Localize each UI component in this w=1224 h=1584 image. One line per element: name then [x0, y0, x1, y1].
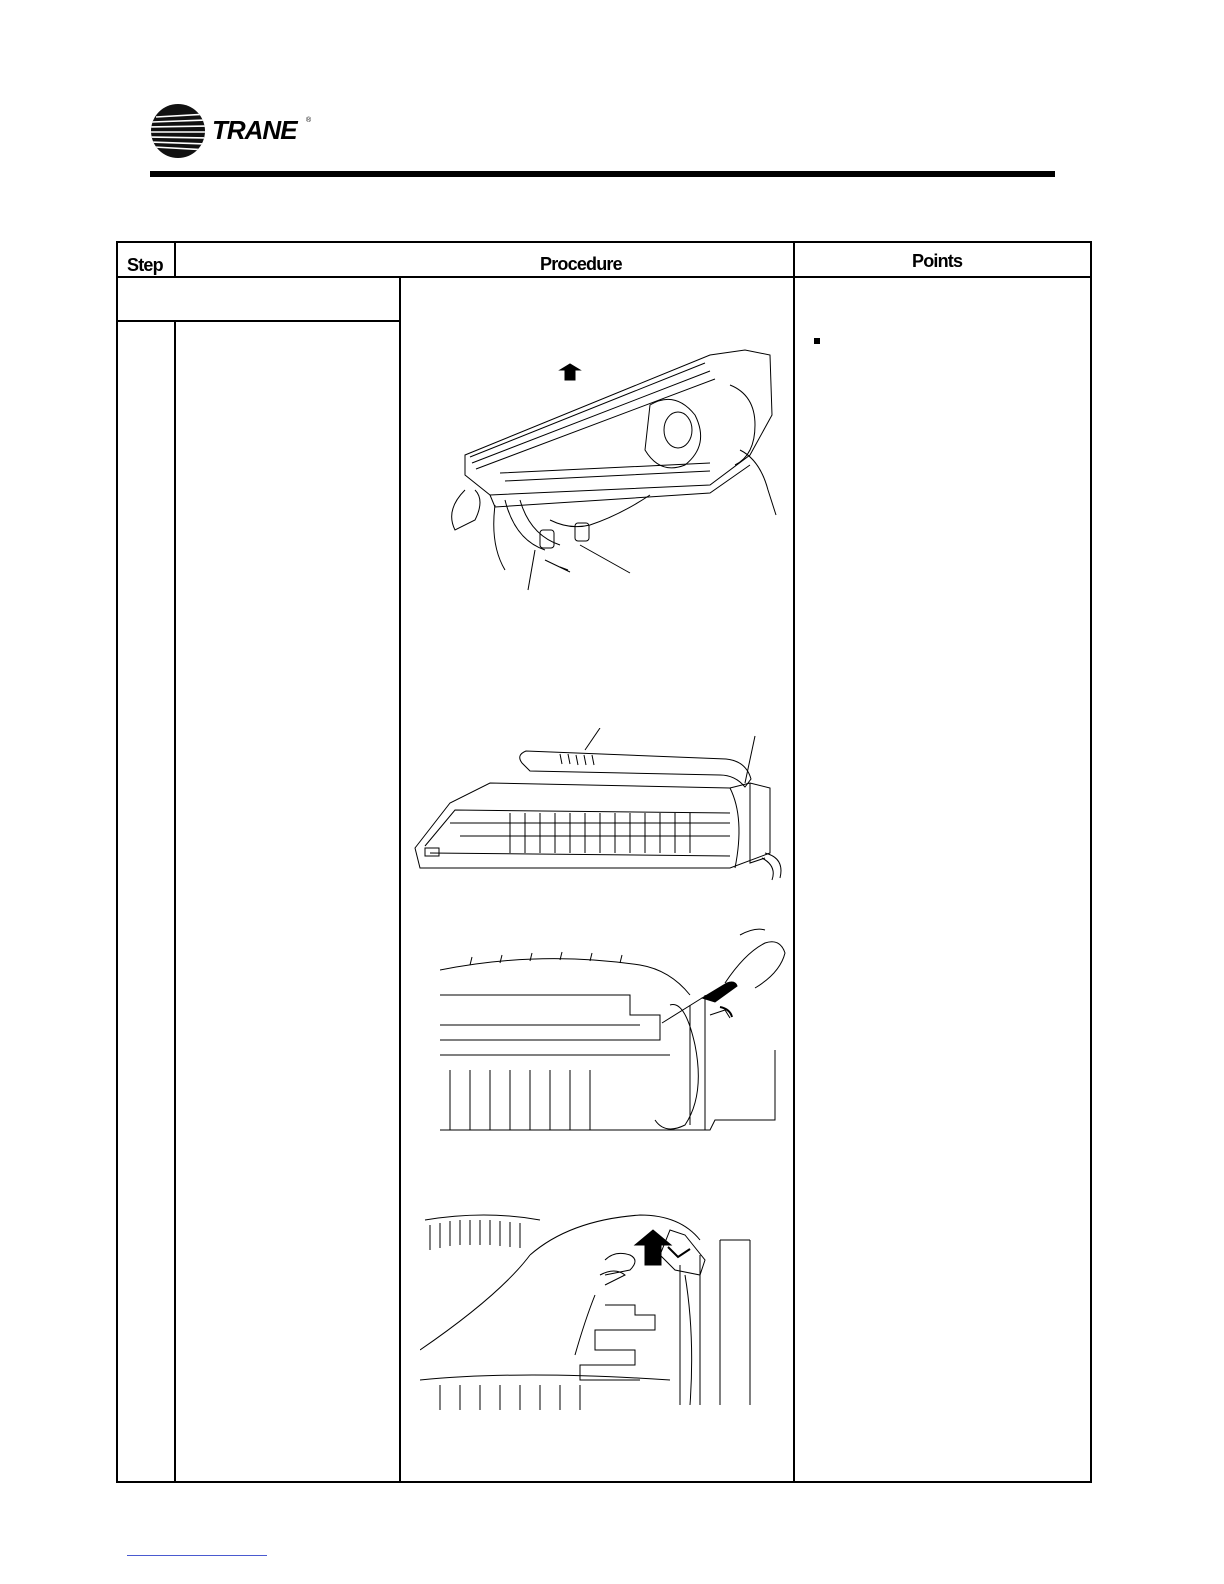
- hand-remove-bracket-illustration: [420, 1195, 770, 1410]
- header-row-divider: [116, 276, 1092, 278]
- step-column-divider-lower: [174, 320, 176, 1483]
- drain-hose-unit-illustration: [410, 728, 790, 888]
- sub-row-divider: [116, 320, 401, 322]
- points-bullet: [814, 338, 820, 344]
- points-column-divider: [793, 241, 795, 1483]
- procedure-column-divider: [399, 276, 401, 1483]
- header-rule: [150, 171, 1055, 177]
- indoor-unit-lift-illustration: [410, 345, 785, 595]
- footer-link-underline[interactable]: [127, 1555, 267, 1556]
- header-step: Step: [127, 255, 163, 275]
- header-procedure: Procedure: [540, 254, 622, 274]
- step-column-divider: [174, 241, 176, 278]
- brand-logo: [150, 103, 320, 159]
- registered-mark: ®: [306, 117, 312, 124]
- screwdriver-clip-illustration: [440, 925, 790, 1140]
- header-points: Points: [912, 251, 963, 271]
- trane-globe-icon: [150, 103, 206, 159]
- brand-wordmark: TRANE: [212, 115, 297, 145]
